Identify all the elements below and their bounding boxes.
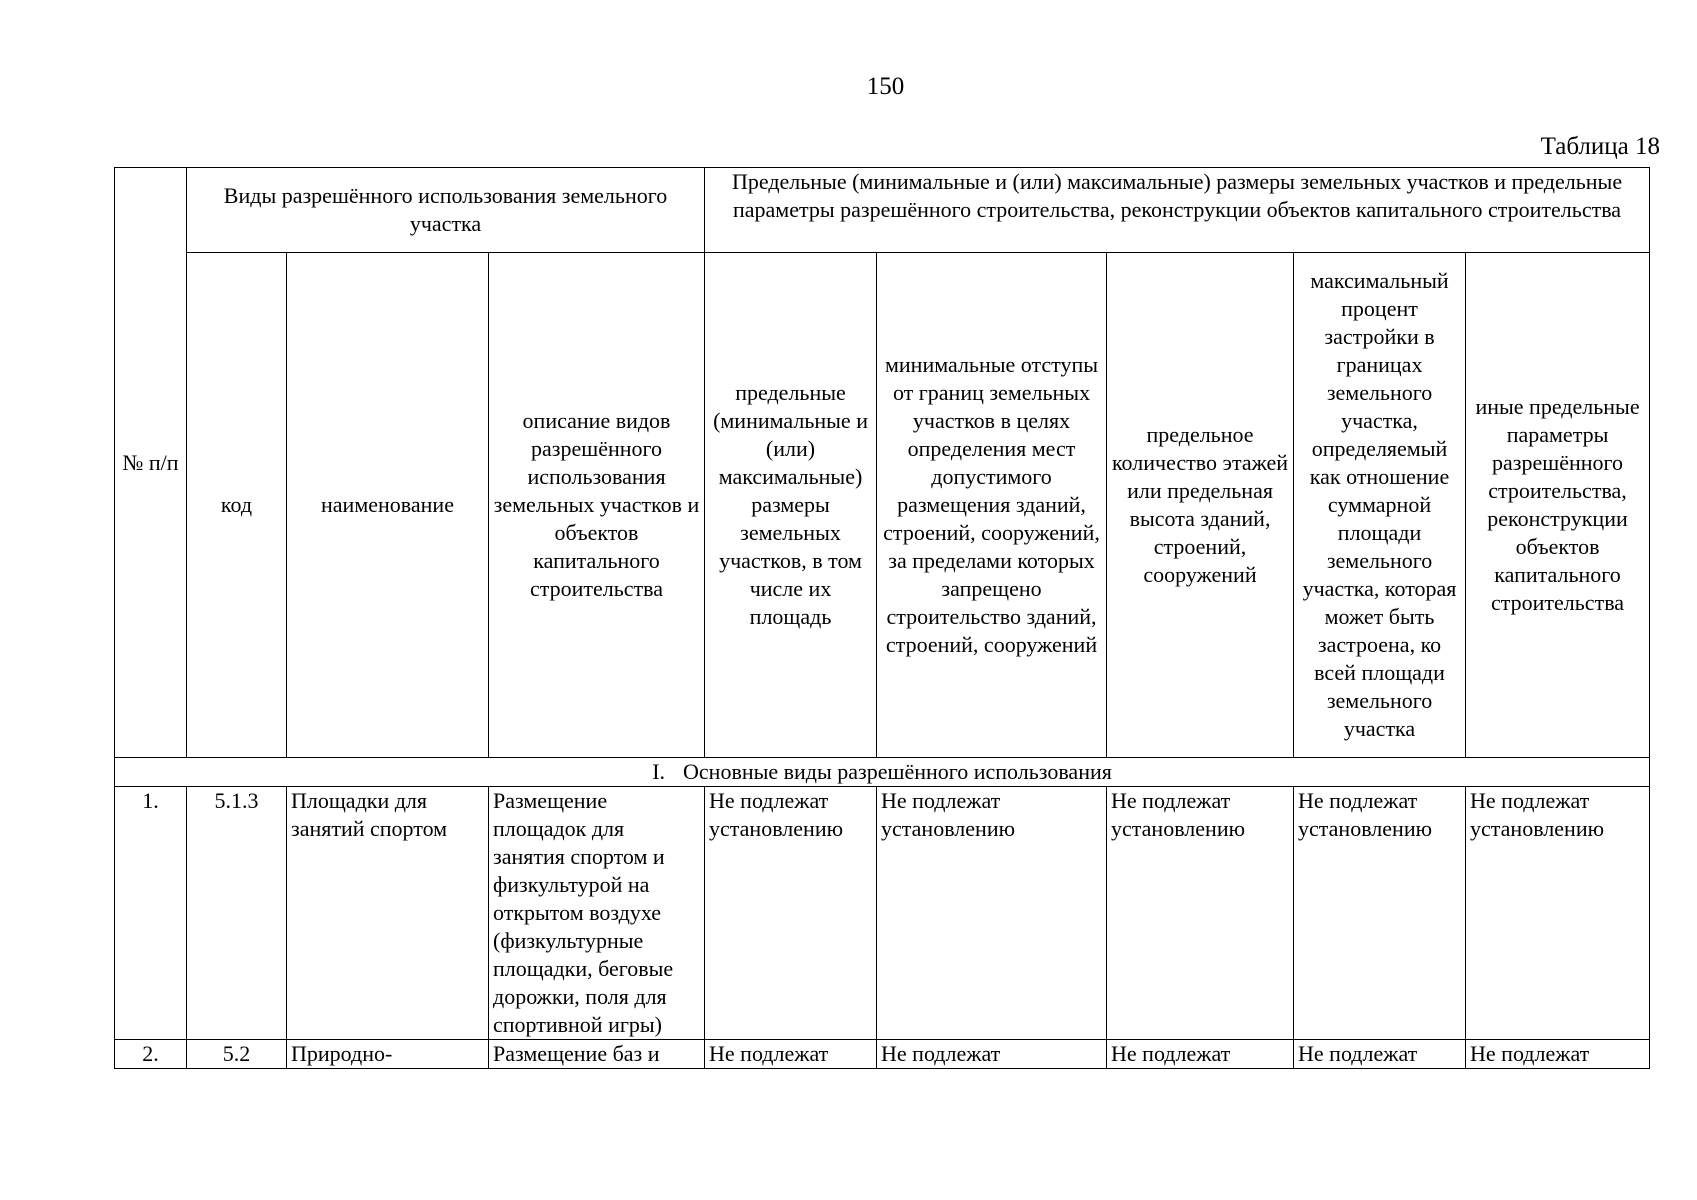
header-name: наименование	[287, 253, 489, 758]
row-floors: Не подлежат установлению	[1107, 787, 1294, 1040]
header-code: код	[187, 253, 287, 758]
section-title: Основные виды разрешённого использования	[683, 759, 1112, 784]
row-plot-size: Не подлежат установлению	[705, 787, 877, 1040]
row-coverage: Не подлежат	[1294, 1040, 1466, 1069]
header-floors: предельное количество этажей или предельная высота зданий, строений, сооружений	[1107, 253, 1294, 758]
row-setback: Не подлежат установлению	[877, 787, 1107, 1040]
row-plot-size: Не подлежат	[705, 1040, 877, 1069]
row-floors: Не подлежат	[1107, 1040, 1294, 1069]
table-row	[115, 1040, 1650, 1069]
table-row	[115, 787, 1650, 1040]
row-code: 5.1.3	[187, 787, 287, 1040]
row-number: 2.	[115, 1040, 187, 1069]
row-name: Природно-	[287, 1040, 489, 1069]
header-description: описание видов разрешённого использования земельных участков и объектов капитального строительства	[489, 253, 705, 758]
row-description: Размещение баз и	[489, 1040, 705, 1069]
header-setback: минимальные отступы от границ земельных участков в целях определения мест допустимого размещения зданий, строений, сооружений, за пределами которых запрещено строительство зданий, строений, сооружений	[877, 253, 1107, 758]
header-group-permitted-use: Виды разрешённого использования земельного участка	[187, 168, 705, 253]
row-other-params: Не подлежат установлению	[1466, 787, 1650, 1040]
row-description: Размещение площадок для занятия спортом и физкультурой на открытом воздухе (физкультурные площадки, беговые дорожки, поля для спортивной игры)	[489, 787, 705, 1040]
row-code: 5.2	[187, 1040, 287, 1069]
section-number: I.	[652, 759, 666, 784]
header-plot-size: предельные (минимальные и (или) максимальные) размеры земельных участков, в том числе их площадь	[705, 253, 877, 758]
row-setback: Не подлежат	[877, 1040, 1107, 1069]
header-coverage: максимальный процент застройки в границах земельного участка, определяемый как отношение суммарной площади земельного участка, которая может быть застроена, ко всей площади земельного участка	[1294, 253, 1466, 758]
page-number: 150	[866, 73, 905, 100]
row-name: Площадки для занятий спортом	[287, 787, 489, 1040]
table-caption: Таблица 18	[1540, 133, 1660, 160]
zoning-parameters-table	[114, 167, 1650, 1069]
row-number: 1.	[115, 787, 187, 1040]
header-other-params: иные предельные параметры разрешённого строительства, реконструкции объектов капитального строительства	[1466, 253, 1650, 758]
row-coverage: Не подлежат установлению	[1294, 787, 1466, 1040]
header-number: № п/п	[115, 168, 187, 758]
row-other-params: Не подлежат	[1466, 1040, 1650, 1069]
header-group-limits: Предельные (минимальные и (или) максимальные) размеры земельных участков и предельные параметры разрешённого строительства, реконструкции объектов капитального строительства	[705, 168, 1650, 253]
section-heading	[115, 758, 1650, 787]
